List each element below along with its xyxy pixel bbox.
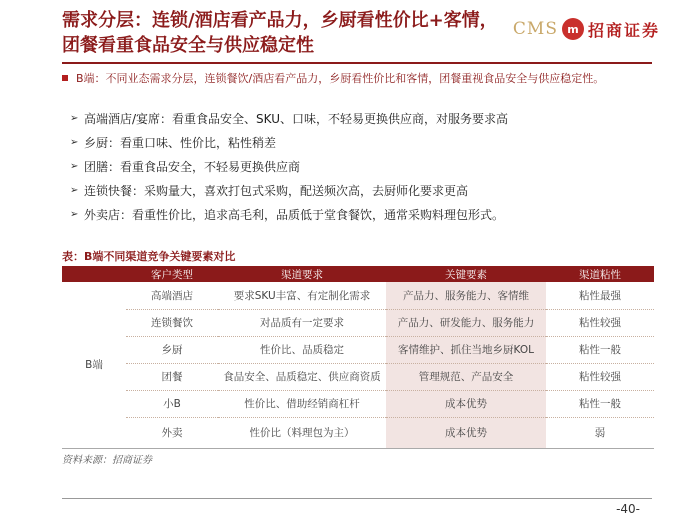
slide-title <box>62 8 532 58</box>
list-item <box>70 178 660 202</box>
logo-emblem-icon: m <box>562 18 584 40</box>
table-row <box>62 282 654 309</box>
key-factor-cell: 产品力、研发能力、服务能力 <box>386 309 546 336</box>
table-caption: 表：B端不同渠道竞争关键要素对比 <box>62 250 236 263</box>
table-row <box>62 417 654 448</box>
list-item <box>70 106 660 130</box>
sub-bullet-text: 连锁快餐：采购量大，喜欢打包式采购，配送频次高，去厨师化要求更高 <box>84 183 469 198</box>
stickiness-cell: 粘性最强 <box>546 282 654 309</box>
arrow-bullet-icon: ➢ <box>70 136 79 148</box>
table-header-row <box>62 266 654 282</box>
customer-type-cell: 外卖 <box>126 417 218 448</box>
requirement-cell: 对品质有一定要求 <box>218 309 386 336</box>
list-item <box>70 130 660 154</box>
list-item <box>70 202 660 226</box>
key-factor-cell: 管理规范、产品安全 <box>386 363 546 390</box>
table-row <box>62 390 654 417</box>
company-logo <box>513 16 660 42</box>
header-cell: 渠道要求 <box>218 266 386 282</box>
customer-type-cell: 小B <box>126 390 218 417</box>
slide-title-line-2: 团餐看重食品安全与供应稳定性 <box>62 35 314 56</box>
sub-bullet-text: 团膳：看重食品安全，不轻易更换供应商 <box>84 159 301 174</box>
main-bullet <box>62 70 656 88</box>
header-cell: 客户类型 <box>126 266 218 282</box>
header-spacer <box>62 266 126 282</box>
stickiness-cell: 粘性一般 <box>546 390 654 417</box>
arrow-bullet-icon: ➢ <box>70 160 79 172</box>
customer-type-cell: 乡厨 <box>126 336 218 363</box>
key-factor-cell: 产品力、服务能力、客情维 <box>386 282 546 309</box>
source-note: 资料来源：招商证券 <box>62 455 152 466</box>
sub-bullet-list <box>70 106 660 226</box>
arrow-bullet-icon: ➢ <box>70 208 79 220</box>
logo-cms-text: CMS <box>512 19 558 39</box>
table-row <box>62 336 654 363</box>
footer-divider <box>62 498 652 499</box>
sub-bullet-text: 乡厨：看重口味、性价比，粘性稍差 <box>84 135 277 150</box>
sub-bullet-text: 高端酒店/宴席：看重食品安全、SKU、口味，不轻易更换供应商，对服务要求高 <box>84 111 508 126</box>
table-row <box>62 363 654 390</box>
slide-title-line-1: 需求分层：连锁/酒店看产品力，乡厨看性价比+客情， <box>62 10 498 31</box>
key-factor-cell: 成本优势 <box>386 390 546 417</box>
main-bullet-text: B端：不同业态需求分层，连锁餐饮/酒店看产品力，乡厨看性价比和客情，团餐重视食品安全与供应稳定性。 <box>76 72 605 85</box>
customer-type-cell: 高端酒店 <box>126 282 218 309</box>
comparison-table <box>62 266 654 449</box>
stickiness-cell: 粘性一般 <box>546 336 654 363</box>
key-factor-cell: 客情维护、抓住当地乡厨KOL <box>386 336 546 363</box>
stickiness-cell: 粘性较强 <box>546 363 654 390</box>
requirement-cell: 性价比（料理包为主） <box>218 417 386 448</box>
customer-type-cell: 连锁餐饮 <box>126 309 218 336</box>
requirement-cell: 食品安全、品质稳定、供应商资质 <box>218 363 386 390</box>
stickiness-cell: 粘性较强 <box>546 309 654 336</box>
logo-company-name: 招商证券 <box>587 20 660 40</box>
title-divider <box>62 62 652 64</box>
key-factor-cell: 成本优势 <box>386 417 546 448</box>
requirement-cell: 要求SKU丰富、有定制化需求 <box>218 282 386 309</box>
sub-bullet-text: 外卖店：看重性价比，追求高毛利，品质低于堂食餐饮，通常采购料理包形式。 <box>84 207 505 222</box>
requirement-cell: 性价比、借助经销商杠杆 <box>218 390 386 417</box>
group-label-cell: B端 <box>62 282 126 448</box>
list-item <box>70 154 660 178</box>
arrow-bullet-icon: ➢ <box>70 112 79 124</box>
arrow-bullet-icon: ➢ <box>70 184 79 196</box>
header-cell: 关键要素 <box>386 266 546 282</box>
requirement-cell: 性价比、品质稳定 <box>218 336 386 363</box>
header-cell: 渠道粘性 <box>546 266 654 282</box>
square-bullet-icon <box>62 75 68 81</box>
page-number: -40- <box>616 502 640 516</box>
table-row <box>62 309 654 336</box>
customer-type-cell: 团餐 <box>126 363 218 390</box>
stickiness-cell: 弱 <box>546 417 654 448</box>
